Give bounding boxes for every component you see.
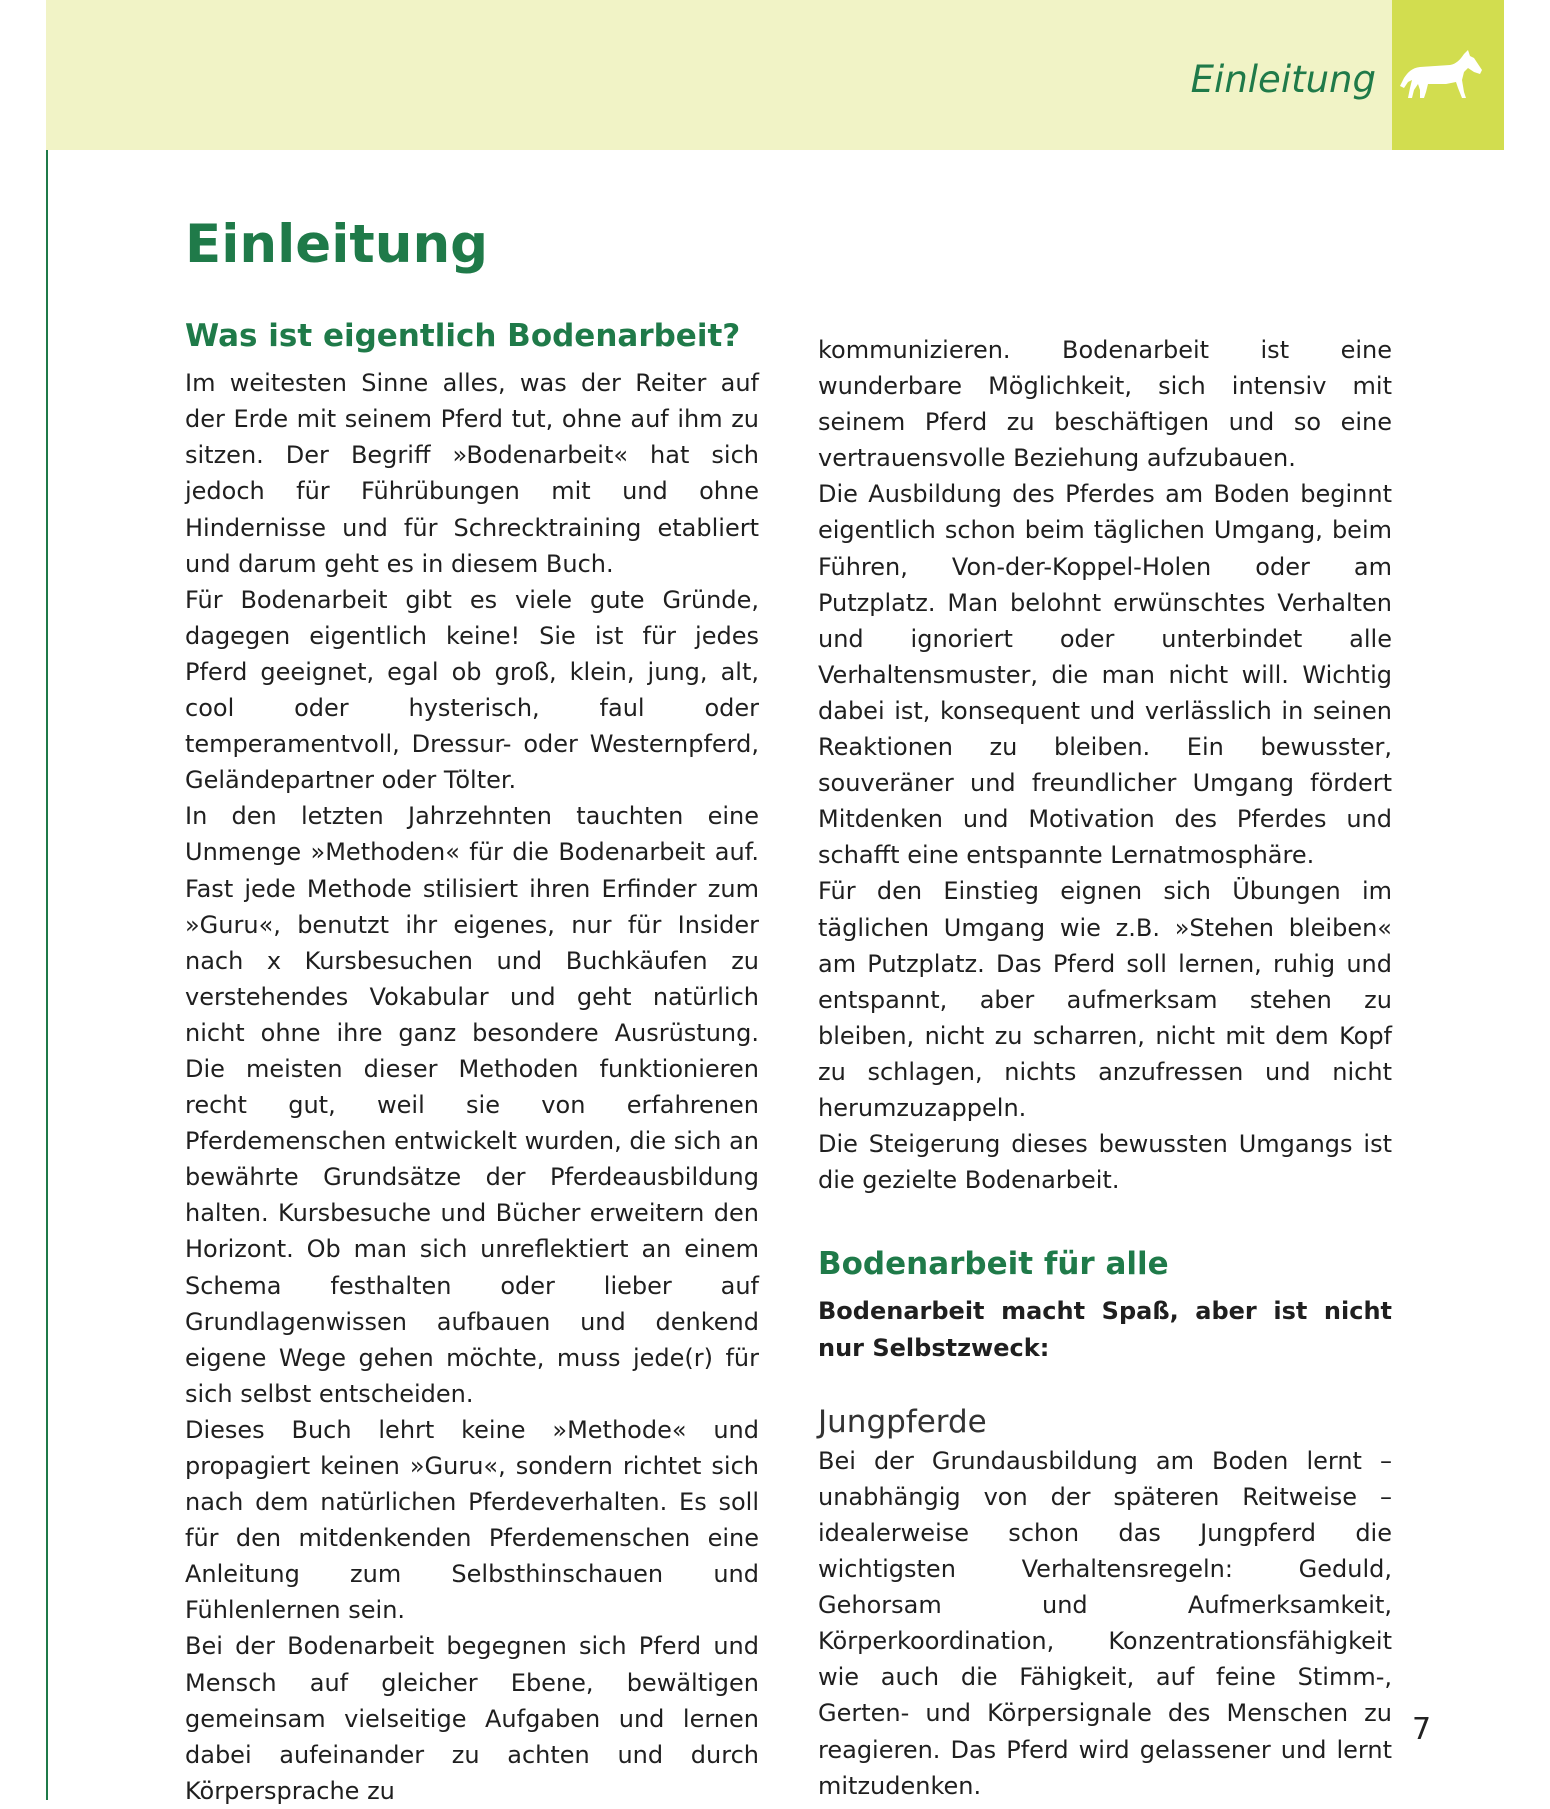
body-paragraph: Die Steigerung dieses bewussten Umgangs ist die gezielte Bodenarbeit.	[818, 1130, 1392, 1195]
page-number: 7	[1412, 1712, 1432, 1747]
right-column	[818, 332, 1392, 1804]
section-intro: Bodenarbeit macht Spaß, aber ist nicht nur Selbstzweck:	[818, 1297, 1392, 1362]
body-paragraph: In den letzten Jahrzehnten tauchten eine Unmenge »Methoden« für die Bodenarbeit auf. Fast jede Methode stilisiert ihren Erfinder zum »Guru«, benutzt ihr eigenes, nur für Insider nach x Kursbesuchen und Buchkäufen zu verstehendes Vokabular und geht natürlich nicht ohne ihre ganz besondere Ausrüstung. Die meisten dieser Methoden funktionieren recht gut, weil sie von erfahrenen Pferdemenschen entwickelt wurden, die sich an bewährte Grundsätze der Pferdeausbildung halten. Kursbesuche und Bücher erweitern den Horizont. Ob man sich unreflektiert an einem Schema festhalten oder lieber auf Grundlagenwissen aufbauen und denkend eigene Wege gehen möchte, muss jede(r) für sich selbst entscheiden.	[185, 802, 759, 1408]
body-paragraph: Für Bodenarbeit gibt es viele gute Gründe, dagegen eigentlich keine! Sie ist für jedes Pferd geeignet, egal ob groß, klein, jung, alt, cool oder hysterisch, faul oder temperamentvoll, Dressur- oder Westernpferd, Geländepartner oder Tölter.	[185, 585, 759, 795]
body-paragraph: Im weitesten Sinne alles, was der Reiter auf der Erde mit seinem Pferd tut, ohne auf ihm zu sitzen. Der Begriff »Bodenarbeit« hat sich jedoch für Führübungen mit und ohne Hindernisse und für Schrecktraining etabliert und darum geht es in diesem Buch.	[185, 369, 759, 578]
body-paragraph: Dieses Buch lehrt keine »Methode« und propagiert keinen »Guru«, sondern richtet sich nach dem natürlichen Pferdeverhalten. Es soll für den mitdenkenden Pferdemenschen eine Anleitung zum Selbsthinschauen und Fühlenlernen sein.	[185, 1415, 759, 1625]
chapter-title: Einleitung	[185, 214, 489, 275]
left-margin-rule	[46, 150, 48, 1800]
body-paragraph: kommunizieren. Bodenarbeit ist eine wunderbare Möglichkeit, sich intensiv mit seinem Pferd zu beschäftigen und so eine vertrauensvolle Beziehung aufzubauen.	[818, 336, 1392, 473]
body-paragraph: Für den Einstieg eignen sich Übungen im täglichen Umgang wie z.B. »Stehen bleiben« am Putzplatz. Das Pferd soll lernen, ruhig und entspannt, aber aufmerksam stehen zu bleiben, nicht zu scharren, nicht mit dem Kopf zu schlagen, nichts anzufressen und nicht herumzuzappeln.	[818, 877, 1392, 1122]
left-column	[185, 318, 759, 1809]
body-paragraph: Die Ausbildung des Pferdes am Boden beginnt eigentlich schon beim täglichen Umgang, beim Führen, Von-der-Koppel-Holen oder am Putzplatz. Man belohnt erwünschtes Verhalten und ignoriert oder unterbindet alle Verhaltensmuster, die man nicht will. Wichtig dabei ist, konsequent und verlässlich in seinen Reaktionen zu bleiben. Ein bewusster, souveräner und freundlicher Umgang fördert Mitdenken und Motivation des Pferdes und schafft eine entspannte Lernatmosphäre.	[818, 480, 1392, 870]
horse-icon	[1398, 48, 1486, 102]
body-paragraph: Bei der Grundausbildung am Boden lernt – unabhängig von der späteren Reitweise – idealerweise schon das Jungpferd die wichtigsten Verhaltensregeln: Geduld, Gehorsam und Aufmerksamkeit, Körperkoordination, Konzentrationsfähigkeit wie auch die Fähigkeit, auf feine Stimm-, Gerten- und Körpersignale des Menschen zu reagieren. Das Pferd wird gelassener und lernt mitzudenken.	[818, 1446, 1392, 1800]
subsection-heading: Jungpferde	[818, 1403, 987, 1440]
running-head: Einleitung	[1190, 58, 1376, 101]
section-heading: Was ist eigentlich Bodenarbeit?	[185, 318, 741, 354]
body-paragraph: Bei der Bodenarbeit begegnen sich Pferd und Mensch auf gleicher Ebene, bewältigen gemeinsam vielseitige Aufgaben und lernen dabei aufeinander zu achten und durch Körpersprache zu	[185, 1632, 759, 1805]
section-heading: Bodenarbeit für alle	[818, 1246, 1169, 1283]
